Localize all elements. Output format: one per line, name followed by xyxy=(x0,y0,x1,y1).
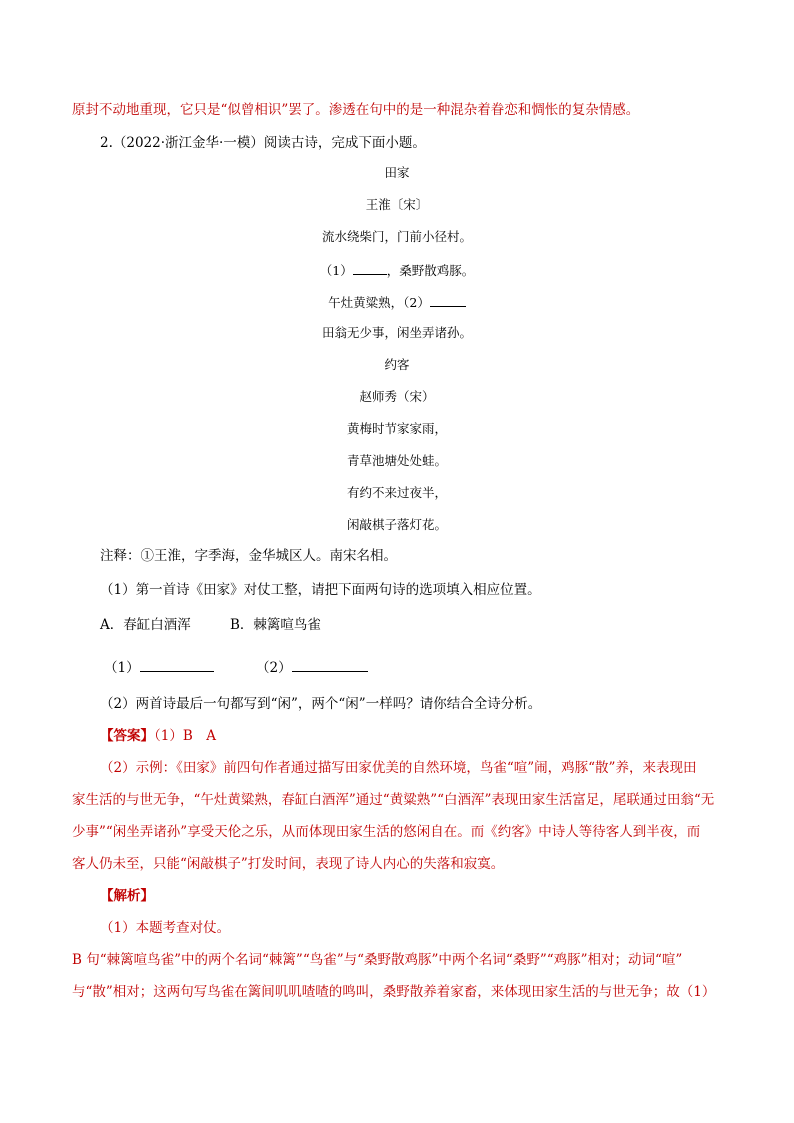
analysis-line3: 与“散”相对；这两句写鸟雀在篱间叽叽喳喳的鸣叫，桑野散养着家畜，来体现田家生活的与世无争；故（1） xyxy=(72,984,716,1000)
sub1-prompt: （1）第一首诗《田家》对仗工整，请把下面两句诗的选项填入相应位置。 xyxy=(100,582,541,598)
poem1-line2-suffix: ，桑野散鸡豚。 xyxy=(386,263,475,278)
answer-blank-2[interactable] xyxy=(292,657,368,672)
poem-blank-2[interactable] xyxy=(430,292,466,307)
poem2-title: 约客 xyxy=(384,357,410,372)
answer-line3: 家生活的与世无争，“午灶黄粱熟，春缸白酒浑”通过“黄粱熟”“白酒浑”表现田家生活富足，尾联通过田翁“无 xyxy=(72,792,715,808)
poem1-line4: 田翁无少事，闲坐弄诸孙。 xyxy=(321,325,472,340)
poem2-line3: 有约不来过夜半， xyxy=(346,485,447,500)
answer-blank-1[interactable] xyxy=(140,657,214,672)
poem2-author: 赵师秀（宋） xyxy=(359,389,435,404)
poem2-line1: 黄梅时节家家雨， xyxy=(346,421,447,436)
answer-blank-1-label: （1） xyxy=(104,660,140,676)
poem1-line2 xyxy=(0,260,794,280)
question-header: 2.（2022·浙江金华·一模）阅读古诗，完成下面小题。 xyxy=(100,135,426,151)
poem2-line4: 闲敲棋子落灯花。 xyxy=(346,517,447,532)
poem-blank-1[interactable] xyxy=(353,260,387,275)
poem1-line2-prefix: （1） xyxy=(319,263,353,278)
poem1-title: 田家 xyxy=(384,165,410,180)
note-line: 注释：①王淮，字季海，金华城区人。南宋名相。 xyxy=(100,548,397,564)
poem1-author: 王淮〔宋〕 xyxy=(365,197,429,212)
answer-line2: （2）示例：《田家》前四句作者通过描写田家优美的自然环境，鸟雀“喧”闹，鸡豚“散”养，来表现田 xyxy=(100,760,697,776)
answer-line5: 客人仍未至，只能“闲敲棋子”打发时间，表现了诗人内心的失落和寂寞。 xyxy=(72,856,505,872)
sub2-prompt: （2）两首诗最后一句都写到“闲”，两个“闲”一样吗？请你结合全诗分析。 xyxy=(100,696,542,712)
poem1-line3 xyxy=(0,292,794,312)
analysis-line2: B 句“棘篱喧鸟雀”中的两个名词“棘篱”“鸟雀”与“桑野散鸡豚”中两个名词“桑野”“鸡豚”相对；动词“喧” xyxy=(72,952,683,968)
poem2-line2: 青草池塘处处蛙。 xyxy=(346,453,447,468)
answer-blank-2-label: （2） xyxy=(256,660,292,676)
intro-line: 原封不动地重现，它只是“似曾相识”罢了。渗透在句中的是一种混杂着眷恋和惆怅的复杂情感。 xyxy=(72,102,640,118)
answer-line1-text: （1）B A xyxy=(154,728,217,744)
answer-blank-1-row xyxy=(104,657,214,678)
poem1-line3-prefix: 午灶黄粱熟，（2） xyxy=(328,295,430,310)
analysis-label: 【解析】 xyxy=(100,888,154,904)
answer-blank-2-row xyxy=(256,657,368,678)
analysis-line1: （1）本题考查对仗。 xyxy=(100,920,231,936)
answer-line1 xyxy=(100,726,216,746)
option-b: B．棘篱喧鸟雀 xyxy=(230,617,321,633)
answer-line4: 少事”“闲坐弄诸孙”享受天伦之乐，从而体现田家生活的悠闲自在。而《约客》中诗人等待客人到半夜，而 xyxy=(72,824,701,840)
answer-label: 【答案】 xyxy=(100,728,154,744)
option-a: A．春缸白酒浑 xyxy=(100,617,191,633)
poem1-line1: 流水绕柴门，门前小径村。 xyxy=(321,229,472,244)
